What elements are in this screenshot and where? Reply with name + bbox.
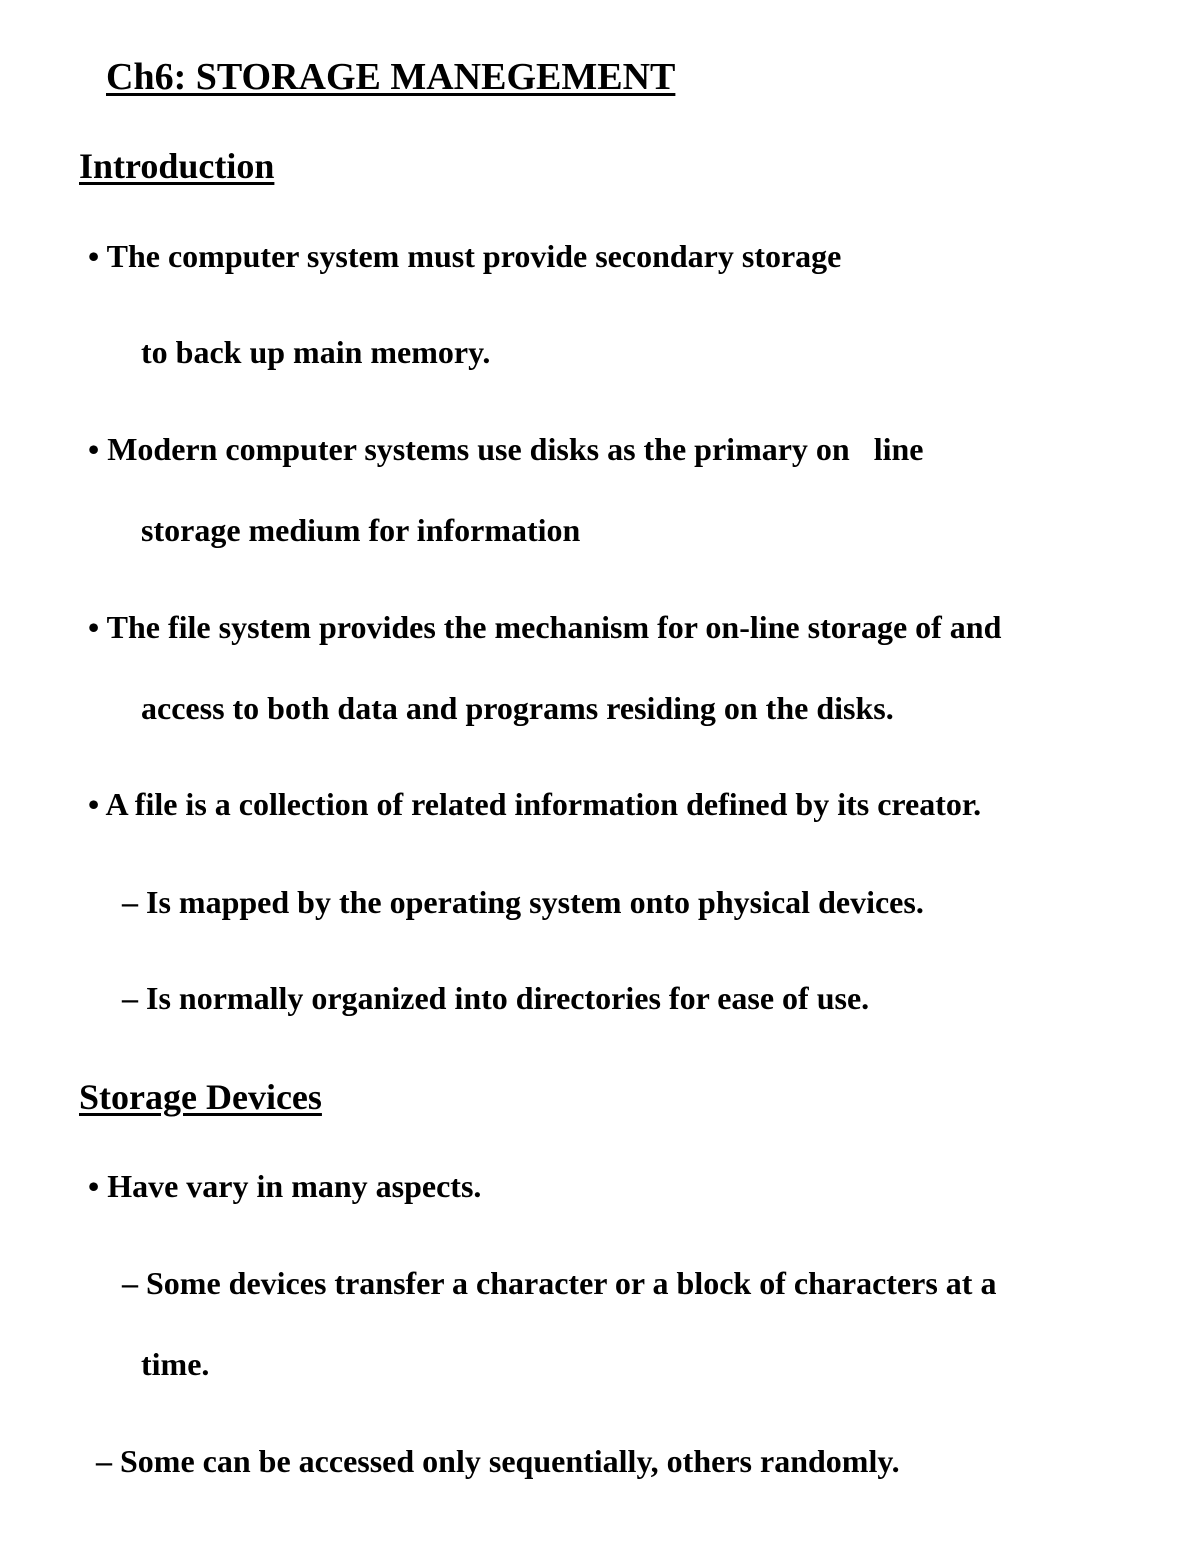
bullet-file-system: • The file system provides the mechanism for on-line storage of and: [88, 609, 1002, 645]
bullet-vary-aspects: • Have vary in many aspects.: [88, 1168, 482, 1204]
sub-bullet-transfer-cont: time.: [141, 1346, 210, 1382]
bullet-disks-primary: • Modern computer systems use disks as the primary on line: [88, 431, 924, 467]
sub-bullet-directories: – Is normally organized into directories for ease of use.: [122, 980, 870, 1016]
bullet-file-definition: • A file is a collection of related information defined by its creator.: [88, 786, 982, 822]
page-title: Ch6: STORAGE MANEGEMENT: [106, 56, 676, 98]
sub-bullet-mapped: – Is mapped by the operating system onto physical devices.: [122, 884, 924, 920]
bullet-file-system-cont: access to both data and programs residing on the disks.: [141, 690, 894, 726]
bullet-disks-primary-cont: storage medium for information: [141, 512, 581, 548]
bullet-secondary-storage: • The computer system must provide secondary storage: [88, 238, 842, 274]
section-heading-storage-devices: Storage Devices: [79, 1077, 322, 1117]
sub-bullet-transfer: – Some devices transfer a character or a block of characters at a: [122, 1265, 997, 1301]
section-heading-introduction: Introduction: [79, 146, 275, 186]
bullet-secondary-storage-cont: to back up main memory.: [141, 334, 491, 370]
sub-bullet-access: – Some can be accessed only sequentially, others randomly.: [96, 1443, 900, 1479]
